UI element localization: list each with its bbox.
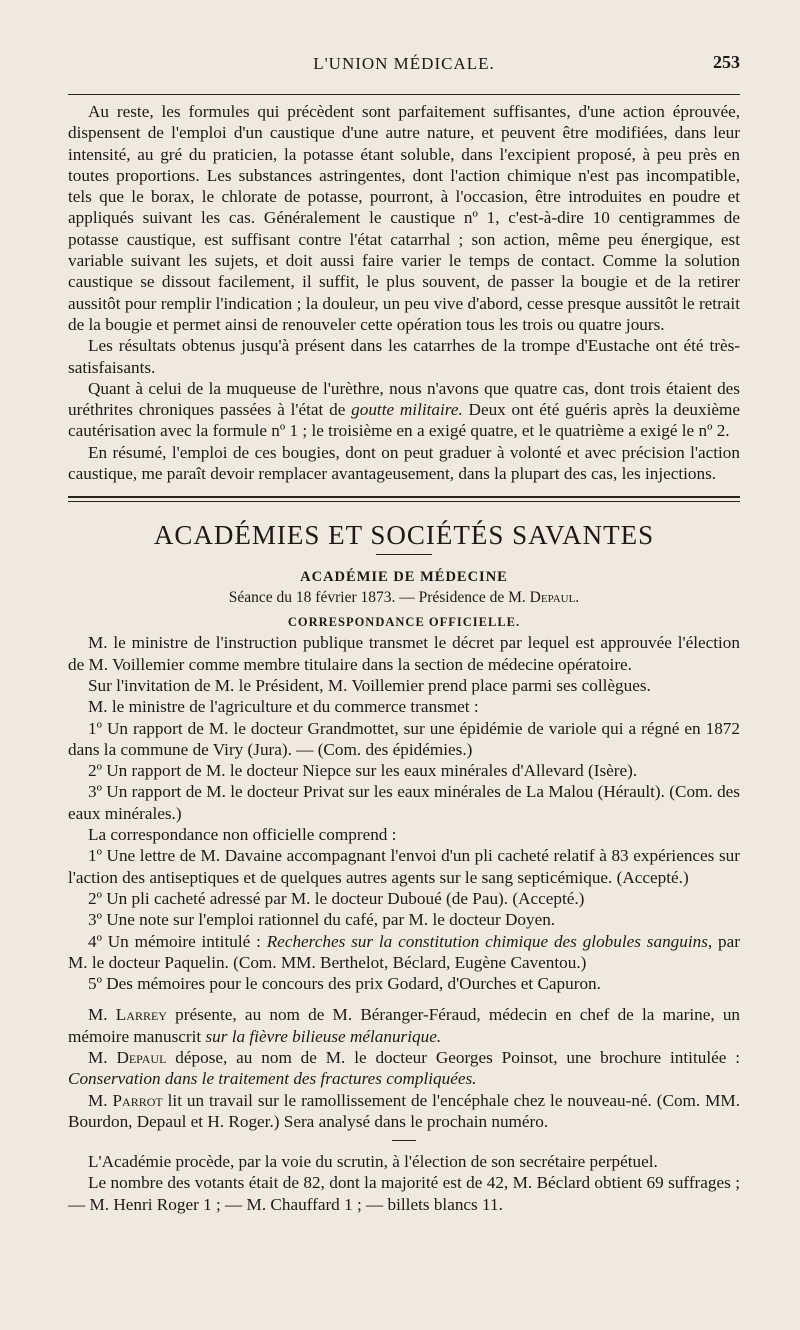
paragraph-2: Les résultats obtenus jusqu'à présent dans les catarrhes de la trompe d'Eustache ont été très-satisfaisants. [68, 336, 740, 377]
item-ministre-instruction: M. le ministre de l'instruction publique transmet le décret par lequel est approuvée l'élection de M. Voillemier comme membre titulaire dans la section de médecine opératoire. [68, 633, 740, 674]
item-lettre-davaine: 1º Une lettre de M. Davaine accompagnant l'envoi d'un pli cacheté relatif à 83 expériences sur l'action des antiseptiques et de quelques autres agents sur le sang septicémique. (Accepté.) [68, 846, 740, 887]
item-parrot-name: M. Parrot [88, 1090, 163, 1110]
item-depaul-text: dépose, au nom de M. le docteur Georges Poinsot, une brochure intitulée : [166, 1047, 740, 1067]
item-rapport-1: 1º Un rapport de M. le docteur Grandmottet, sur une épidémie de variole qui a régné en 1872 dans la commune de Viry (Jura). — (Com. des épidémies.) [68, 718, 740, 759]
item-memoire-paquelin-a: 4º Un mémoire intitulé : [88, 931, 267, 951]
item-depaul-name: M. Depaul [88, 1047, 167, 1067]
session-president: Depaul. [529, 589, 580, 607]
item-memoire-paquelin [68, 931, 740, 974]
item-pli-duboue: 2º Un pli cacheté adressé par M. le docteur Duboué (de Pau). (Accepté.) [88, 888, 585, 908]
item-larrey-text: présente, au nom de M. Béranger-Féraud, médecin en chef de la marine, un mémoire manuscrit [68, 1005, 741, 1046]
item-memoire-paquelin-b: par M. le docteur Paquelin. (Com. MM. Berthelot, Béclard, Eugène Caventou.) [68, 931, 741, 972]
item-ministre-agriculture: M. le ministre de l'agriculture et du commerce transmet : [88, 697, 479, 717]
item-parrot [68, 1090, 740, 1133]
page [68, 52, 740, 1215]
item-rapport-3: 3º Un rapport de M. le docteur Privat sur les eaux minérales de La Malou (Hérault). (Com. des eaux minérales.) [68, 782, 740, 823]
item-depaul [68, 1047, 740, 1090]
section-subtitle: ACADÉMIE DE MÉDECINE [300, 569, 508, 586]
session-text: Séance du 18 février 1873. — Présidence de M. [228, 589, 530, 607]
item-election: L'Académie procède, par la voie du scrutin, à l'élection de son secrétaire perpétuel. [88, 1152, 658, 1172]
item-correspondance-non-officielle: La correspondance non officielle comprend : [88, 825, 397, 845]
paragraph-3-text-b: Deux ont été guéris après la deuxième cautérisation avec la formule nº 1 ; le troisième en a exigé quatre, et le quatrième a exigé le nº 2. [68, 400, 740, 441]
item-parrot-text: lit un travail sur le ramollissement de l'encéphale chez le nouveau-né. (Com. MM. Bourdon, Depaul et H. Roger.) Sera analysé dans le prochain numéro. [68, 1090, 740, 1131]
paragraph-3-italic: goutte militaire. [351, 400, 463, 420]
header-rule [68, 94, 740, 95]
correspondence-heading: CORRESPONDANCE OFFICIELLE. [287, 615, 521, 630]
item-larrey [68, 1004, 740, 1047]
item-votes: Le nombre des votants était de 82, dont la majorité est de 42, M. Béclard obtient 69 suffrages ; — M. Henri Roger 1 ; — M. Chauffard 1 ; — billets blancs 11. [68, 1173, 740, 1214]
section-title: ACADÉMIES ET SOCIÉTÉS SAVANTES [153, 520, 655, 551]
session-line [68, 587, 740, 608]
item-larrey-title: sur la fièvre bilieuse mélanurique. [205, 1026, 442, 1046]
item-memoires-concours: 5º Des mémoires pour le concours des prix Godard, d'Ourches et Capuron. [88, 974, 601, 994]
item-memoire-paquelin-title: Recherches sur la constitution chimique des globules sanguins, [266, 931, 713, 951]
section-divider [68, 496, 740, 502]
paragraph-1: Au reste, les formules qui précèdent sont parfaitement suffisantes, d'une action éprouvée, dispensent de l'emploi d'un caustique d'une autre nature, et peuvent être modifiées, dans leur intensité, au gré du praticien, la potasse étant soluble, dans l'excipient proposé, à peu près en toutes proportions. Les substances astringentes, dont l'action chimique n'est pas incompatible, tels que le borax, le chlorate de potasse, pourront, à l'occasion, être introduites en poudre et appliqués suivant les cas. Généralement le caustique nº 1, c'est-à-dire 10 centigrammes de potasse caustique, est suffisant contre l'état catarrhal ; son action, même peu énergique, est variable suivant les sujets, et doit aussi faire varier le temps de contact. Comme la solution caustique se dissout facilement, il suffit, le plus souvent, de passer la bougie et de la retirer aussitôt pour remplir l'indication ; la douleur, un peu vive d'abord, cesse presque aussitôt le retrait de la bougie et permet ainsi de renouveler cette opération tous les trois ou quatre jours. [68, 102, 740, 334]
paragraph-3 [68, 378, 740, 442]
item-rapport-2: 2º Un rapport de M. le docteur Niepce sur les eaux minérales d'Allevard (Isère). [88, 761, 638, 781]
title-underline [376, 554, 432, 555]
item-note-doyen: 3º Une note sur l'emploi rationnel du café, par M. le docteur Doyen. [88, 910, 556, 930]
item-invitation: Sur l'invitation de M. le Président, M. Voillemier prend place parmi ses collègues. [88, 675, 651, 695]
separator-rule [392, 1140, 416, 1141]
running-title: L'UNION MÉDICALE. [313, 54, 495, 73]
item-larrey-name: M. Larrey [88, 1005, 167, 1025]
item-depaul-title: Conservation dans le traitement des fractures compliquées. [68, 1069, 477, 1089]
page-header [68, 52, 740, 80]
paragraph-4: En résumé, l'emploi de ces bougies, dont on peut graduer à volonté et avec précision l'action caustique, me paraît devoir remplacer avantageusement, dans la plupart des cas, les injections. [68, 442, 740, 484]
page-number: 253 [713, 52, 740, 72]
paragraph-3-text-a: Quant à celui de la muqueuse de l'urèthre, nous n'avons que quatre cas, dont trois étaient des uréthrites chroniques passées à l'état de [68, 378, 740, 420]
spacer [68, 994, 740, 1004]
